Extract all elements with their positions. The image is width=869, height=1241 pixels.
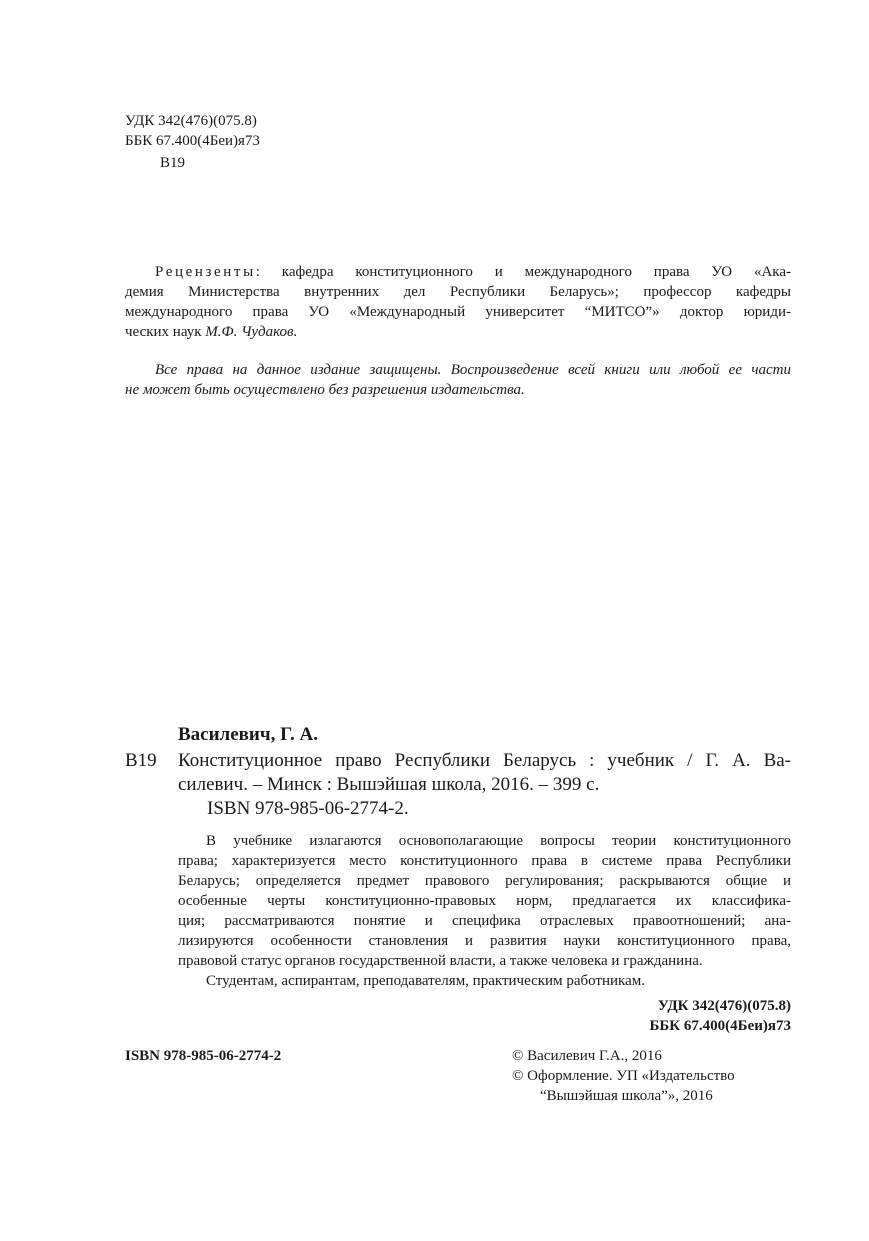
annotation-audience: Студентам, аспирантам, преподавателям, практическим работникам. [206, 973, 645, 989]
copyright-author: © Василевич Г.А., 2016 [512, 1048, 662, 1064]
copyright-design-line-2: “Вышэйшая школа”», 2016 [540, 1088, 713, 1104]
reviewers-line-2: демия Министерства внутренних дел Республики Беларусь»; профессор кафедры [125, 284, 791, 300]
annotation-line-6: лизируются особенности становления и развития науки конституционного права, [178, 933, 791, 949]
cutter-code-top: В19 [160, 155, 186, 171]
card-title-line-1: Конституционное право Республики Беларусь : учебник / Г. А. Ва- [178, 750, 791, 771]
reviewers-label: Рецензенты [155, 264, 256, 280]
card-isbn: ISBN 978-985-06-2774-2. [207, 798, 409, 819]
annotation-line-3: Беларусь; определяется предмет правового регулирования; раскрываются общие и [178, 873, 791, 889]
reviewers-line-4: ческих наук М.Ф. Чудаков. [125, 324, 298, 340]
card-author: Василевич, Г. А. [178, 724, 318, 745]
card-title-line-2: силевич. – Минск : Вышэйшая школа, 2016. – 399 с. [178, 774, 600, 795]
rights-line-2: не может быть осуществлено без разрешения издательства. [125, 382, 525, 398]
footer-isbn: ISBN 978-985-06-2774-2 [125, 1048, 282, 1064]
reviewers-line-3: международного права УО «Международный университет “МИТСО”» доктор юриди- [125, 304, 791, 320]
reviewers-line-1: Рецензенты: кафедра конституционного и международного права УО «Ака- [155, 264, 791, 280]
annotation-line-7: правовой статус органов государственной власти, а также человека и гражданина. [178, 953, 703, 969]
udk-code-bottom: УДК 342(476)(075.8) [657, 998, 791, 1014]
annotation-line-5: ция; рассматриваются понятие и специфика отраслевых правоотношений; ана- [178, 913, 791, 929]
annotation-line-2: права; характеризуется место конституционного права в системе права Республики [178, 853, 791, 869]
annotation [178, 831, 791, 991]
reviewers-block [125, 262, 791, 342]
reviewer-name: М.Ф. Чудаков. [205, 324, 298, 340]
rights-notice [125, 360, 791, 400]
card-cutter: В19 [125, 750, 157, 771]
udk-code-top: УДК 342(476)(075.8) [125, 113, 257, 129]
annotation-line-1: В учебнике излагаются основополагающие вопросы теории конституционного [206, 833, 791, 849]
card-title-block [178, 749, 791, 773]
bbk-code-bottom: ББК 67.400(4Беи)я73 [649, 1018, 791, 1034]
bbk-code-top: ББК 67.400(4Беи)я73 [125, 133, 260, 149]
rights-line-1: Все права на данное издание защищены. Воспроизведение всей книги или любой ее части [155, 362, 791, 378]
annotation-line-4: особенные черты конституционно-правовых норм, предлагается их классифика- [178, 893, 791, 909]
copyright-design-line-1: © Оформление. УП «Издательство [512, 1068, 735, 1084]
